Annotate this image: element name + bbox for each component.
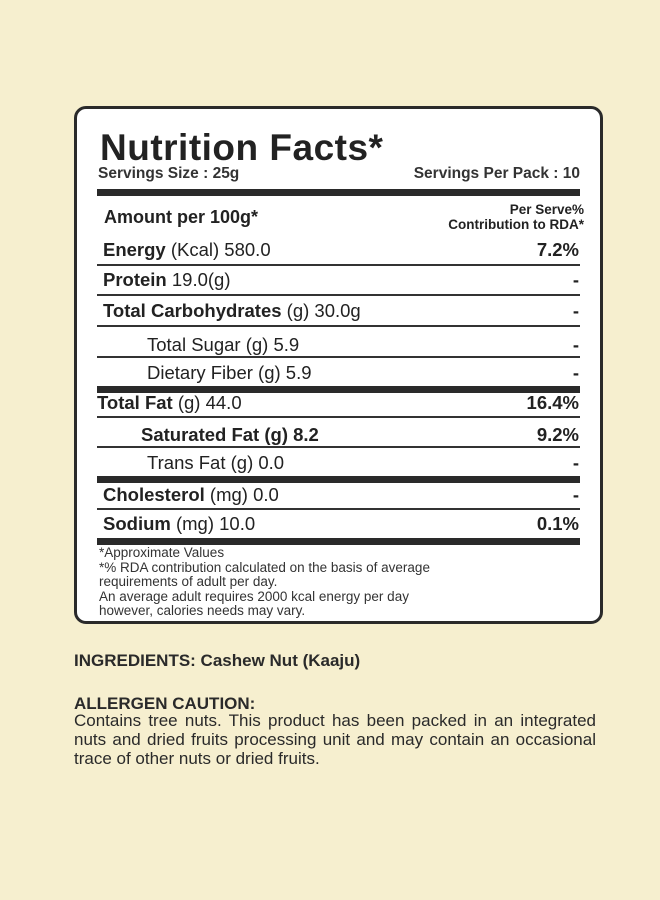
amount-header: Amount per 100g* xyxy=(104,207,259,227)
rda-header-line2: Contribution to RDA* xyxy=(448,217,584,232)
nutrient-rda: 16.4% xyxy=(526,392,579,413)
nutrient-row-total-fat xyxy=(97,392,580,414)
nutrient-detail: (g) 5.9 xyxy=(258,362,312,383)
nutrient-rda: - xyxy=(572,362,579,383)
nutrient-row-sodium xyxy=(97,513,580,535)
divider xyxy=(97,264,580,266)
nutrient-name: Saturated Fat (g) 8.2 xyxy=(141,424,319,445)
nutrient-rda: - xyxy=(572,300,579,321)
nutrient-name: Total Carbohydrates xyxy=(103,300,282,321)
nutrient-name: Total Fat xyxy=(97,392,173,413)
nutrient-rda: - xyxy=(572,452,579,473)
nutrient-name: Cholesterol xyxy=(103,484,205,505)
divider-thick xyxy=(97,538,580,545)
footnote: *Approximate Values xyxy=(99,545,225,560)
nutrient-detail: (g) 30.0g xyxy=(286,300,361,321)
nutrient-detail: (mg) 10.0 xyxy=(175,513,256,534)
nutrient-rda: 0.1% xyxy=(536,513,579,534)
divider xyxy=(97,508,580,510)
nutrient-row-cholesterol xyxy=(97,484,580,506)
nutrient-detail: (g) 0.0 xyxy=(230,452,285,473)
servings-line xyxy=(98,165,580,183)
footnote: however, calories needs may vary. xyxy=(99,603,306,618)
nutrient-name: Trans Fat xyxy=(147,452,226,473)
footnote: requirements of adult per day. xyxy=(99,574,278,589)
serving-size: Servings Size : 25g xyxy=(98,165,240,182)
nutrient-rda: 7.2% xyxy=(536,239,579,260)
divider xyxy=(97,446,580,448)
nutrient-row-trans-fat xyxy=(97,452,580,474)
allergen-text: Contains tree nuts. This product has been packed in an integrated nuts and dried fruits processing unit and may contain an occasional trace of other nuts or dried fruits. xyxy=(74,711,596,768)
nutrient-detail: (g) 5.9 xyxy=(245,334,300,355)
nutrient-name: Sodium xyxy=(103,513,171,534)
ingredients: INGREDIENTS: Cashew Nut (Kaaju) xyxy=(74,651,361,670)
nutrient-name: Protein xyxy=(103,269,167,290)
divider-thick xyxy=(97,189,580,196)
divider xyxy=(97,416,580,418)
nutrition-facts-panel xyxy=(74,106,603,624)
allergen-title: ALLERGEN CAUTION: xyxy=(74,694,256,713)
footnotes xyxy=(99,546,430,619)
nutrient-name: Energy xyxy=(103,239,166,260)
nutrient-row-saturated-fat xyxy=(97,424,580,446)
nutrient-detail: (g) 44.0 xyxy=(177,392,242,413)
divider xyxy=(97,356,580,358)
rda-header xyxy=(448,202,584,232)
footnote: *% RDA contribution calculated on the basis of average xyxy=(99,559,430,575)
nutrient-rda: - xyxy=(572,334,579,355)
nutrient-detail: 19.0(g) xyxy=(171,269,231,290)
nutrient-row-fiber xyxy=(97,362,580,384)
divider-thick xyxy=(97,476,580,483)
nutrient-name: Dietary Fiber xyxy=(147,362,253,383)
nutrient-rda: - xyxy=(572,484,579,505)
footnote: An average adult requires 2000 kcal energy per day xyxy=(99,588,409,604)
nutrient-detail: (Kcal) 580.0 xyxy=(170,239,271,260)
divider xyxy=(97,325,580,327)
nutrient-rda: - xyxy=(572,269,579,290)
nutrient-row-sugar xyxy=(97,334,580,356)
nutrient-row-protein xyxy=(97,269,580,291)
rda-header-line1: Per Serve% xyxy=(509,202,584,217)
nutrition-title: Nutrition Facts* xyxy=(100,127,384,168)
nutrient-rda: 9.2% xyxy=(536,424,579,445)
divider xyxy=(97,294,580,296)
nutrient-detail: (mg) 0.0 xyxy=(209,484,279,505)
nutrient-row-energy xyxy=(97,239,580,261)
nutrient-name: Total Sugar xyxy=(147,334,241,355)
nutrient-row-carbohydrates xyxy=(97,300,580,322)
servings-per-pack: Servings Per Pack : 10 xyxy=(413,165,580,182)
